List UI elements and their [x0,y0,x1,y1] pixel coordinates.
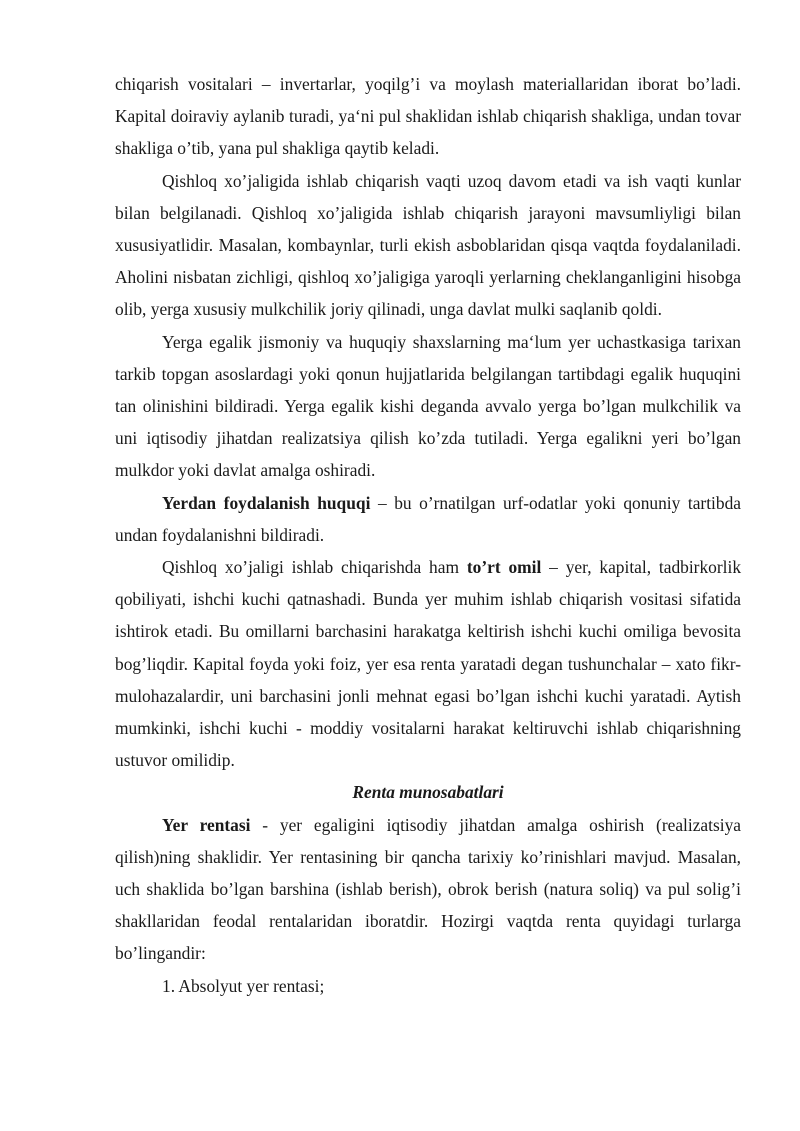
definition-land-use-right: – bu o’rnatilgan urf-odatlar yoki qonuniy tartibda undan foydalanishni bildiradi. [115,492,741,545]
paragraph-land-ownership: Yerga egalik jismoniy va huquqiy shaxslarning ma‘lum yer uchastkasiga tarixan tarkib topgan asoslardagi yoki qonun hujjatlarida belgilangan tartibdagi egalik huquqini tan olinishini bildiradi. Yerga egalik kishi deganda avvalo yerga bo’lgan mulkchilik va uni iqtisodiy jihatdan realizatsiya qilish ko’zda tutiladi. Yerga egalikni yeri bo’lgan mulkdor yoki davlat amalga oshiradi. [115,331,741,481]
paragraph-four-factors [115,551,741,776]
four-factors-intro: Qishloq xo’jaligi ishlab chiqarishda ham [162,557,467,578]
paragraph-land-rent [115,809,741,970]
definition-land-rent: - yer egaligini iqtisodiy jihatdan amalga oshirish (realizatsiya qilish)ning shaklidir. Yer rentasining bir qancha tarixiy ko’rinishlari mavjud. Masalan, uch shaklida bo’lgan barshina (ishlab berish), obrok berish (natura soliq) va pul solig’i shakllaridan feodal rentalaridan iboratdir. Hozirgi vaqtda renta quyidagi turlarga bo’lingandir: [115,814,741,964]
term-four-factors: to’rt omil [466,557,542,578]
term-land-use-right: Yerdan foydalanish huquqi [162,492,371,513]
paragraph-capital-circulation: chiqarish vositalari – invertarlar, yoqilg’i va moylash materiallaridan iborat bo’ladi. Kapital doiraviy aylanib turadi, ya‘ni pul shaklidan ishlab chiqarish shakliga, undan tovar shakliga o’tib, yana pul shakliga qaytib keladi. [115,74,741,159]
paragraph-land-use-right [115,487,741,551]
document-page [115,68,741,1002]
list-item-absolute-rent: 1. Absolyut yer rentasi; [162,975,325,996]
term-land-rent: Yer rentasi [162,814,251,835]
paragraph-production-time: Qishloq xo’jaligida ishlab chiqarish vaqti uzoq davom etadi va ish vaqti kunlar bilan belgilanadi. Qishloq xo’jaligida ishlab chiqarish jarayoni mavsumliyligi bilan xususiyatlidir. Masalan, kombaynlar, turli ekish asboblaridan qisqa vaqtda foydalaniladi. Aholini nisbatan zichligi, qishloq xo’jaligiga yaroqli yerlarning cheklanganligini hisobga olib, yerga xususiy mulkchilik joriy qilinadi, unga davlat mulki saqlanib qoldi. [115,170,741,320]
section-heading-rent-relations: Renta munosabatlari [352,782,504,803]
four-factors-body: – yer, kapital, tadbirkorlik qobiliyati, ishchi kuchi qatnashadi. Bunda yer muhim ishlab chiqarish vositasi sifatida ishtirok etadi. Bu omillarni barchasini harakatga keltirish ishchi kuchi omiliga bevosita bog’liqdir. Kapital foyda yoki foiz, yer esa renta yaratadi degan tushunchalar – xato fikr-mulohazalardir, uni barchasini jonli mehnat egasi bo’lgan ishchi kuchi yaratadi. Aytish mumkinki, ishchi kuchi - moddiy vositalarni harakat keltiruvchi ishlab chiqarishning ustuvor omilidip. [115,557,742,771]
